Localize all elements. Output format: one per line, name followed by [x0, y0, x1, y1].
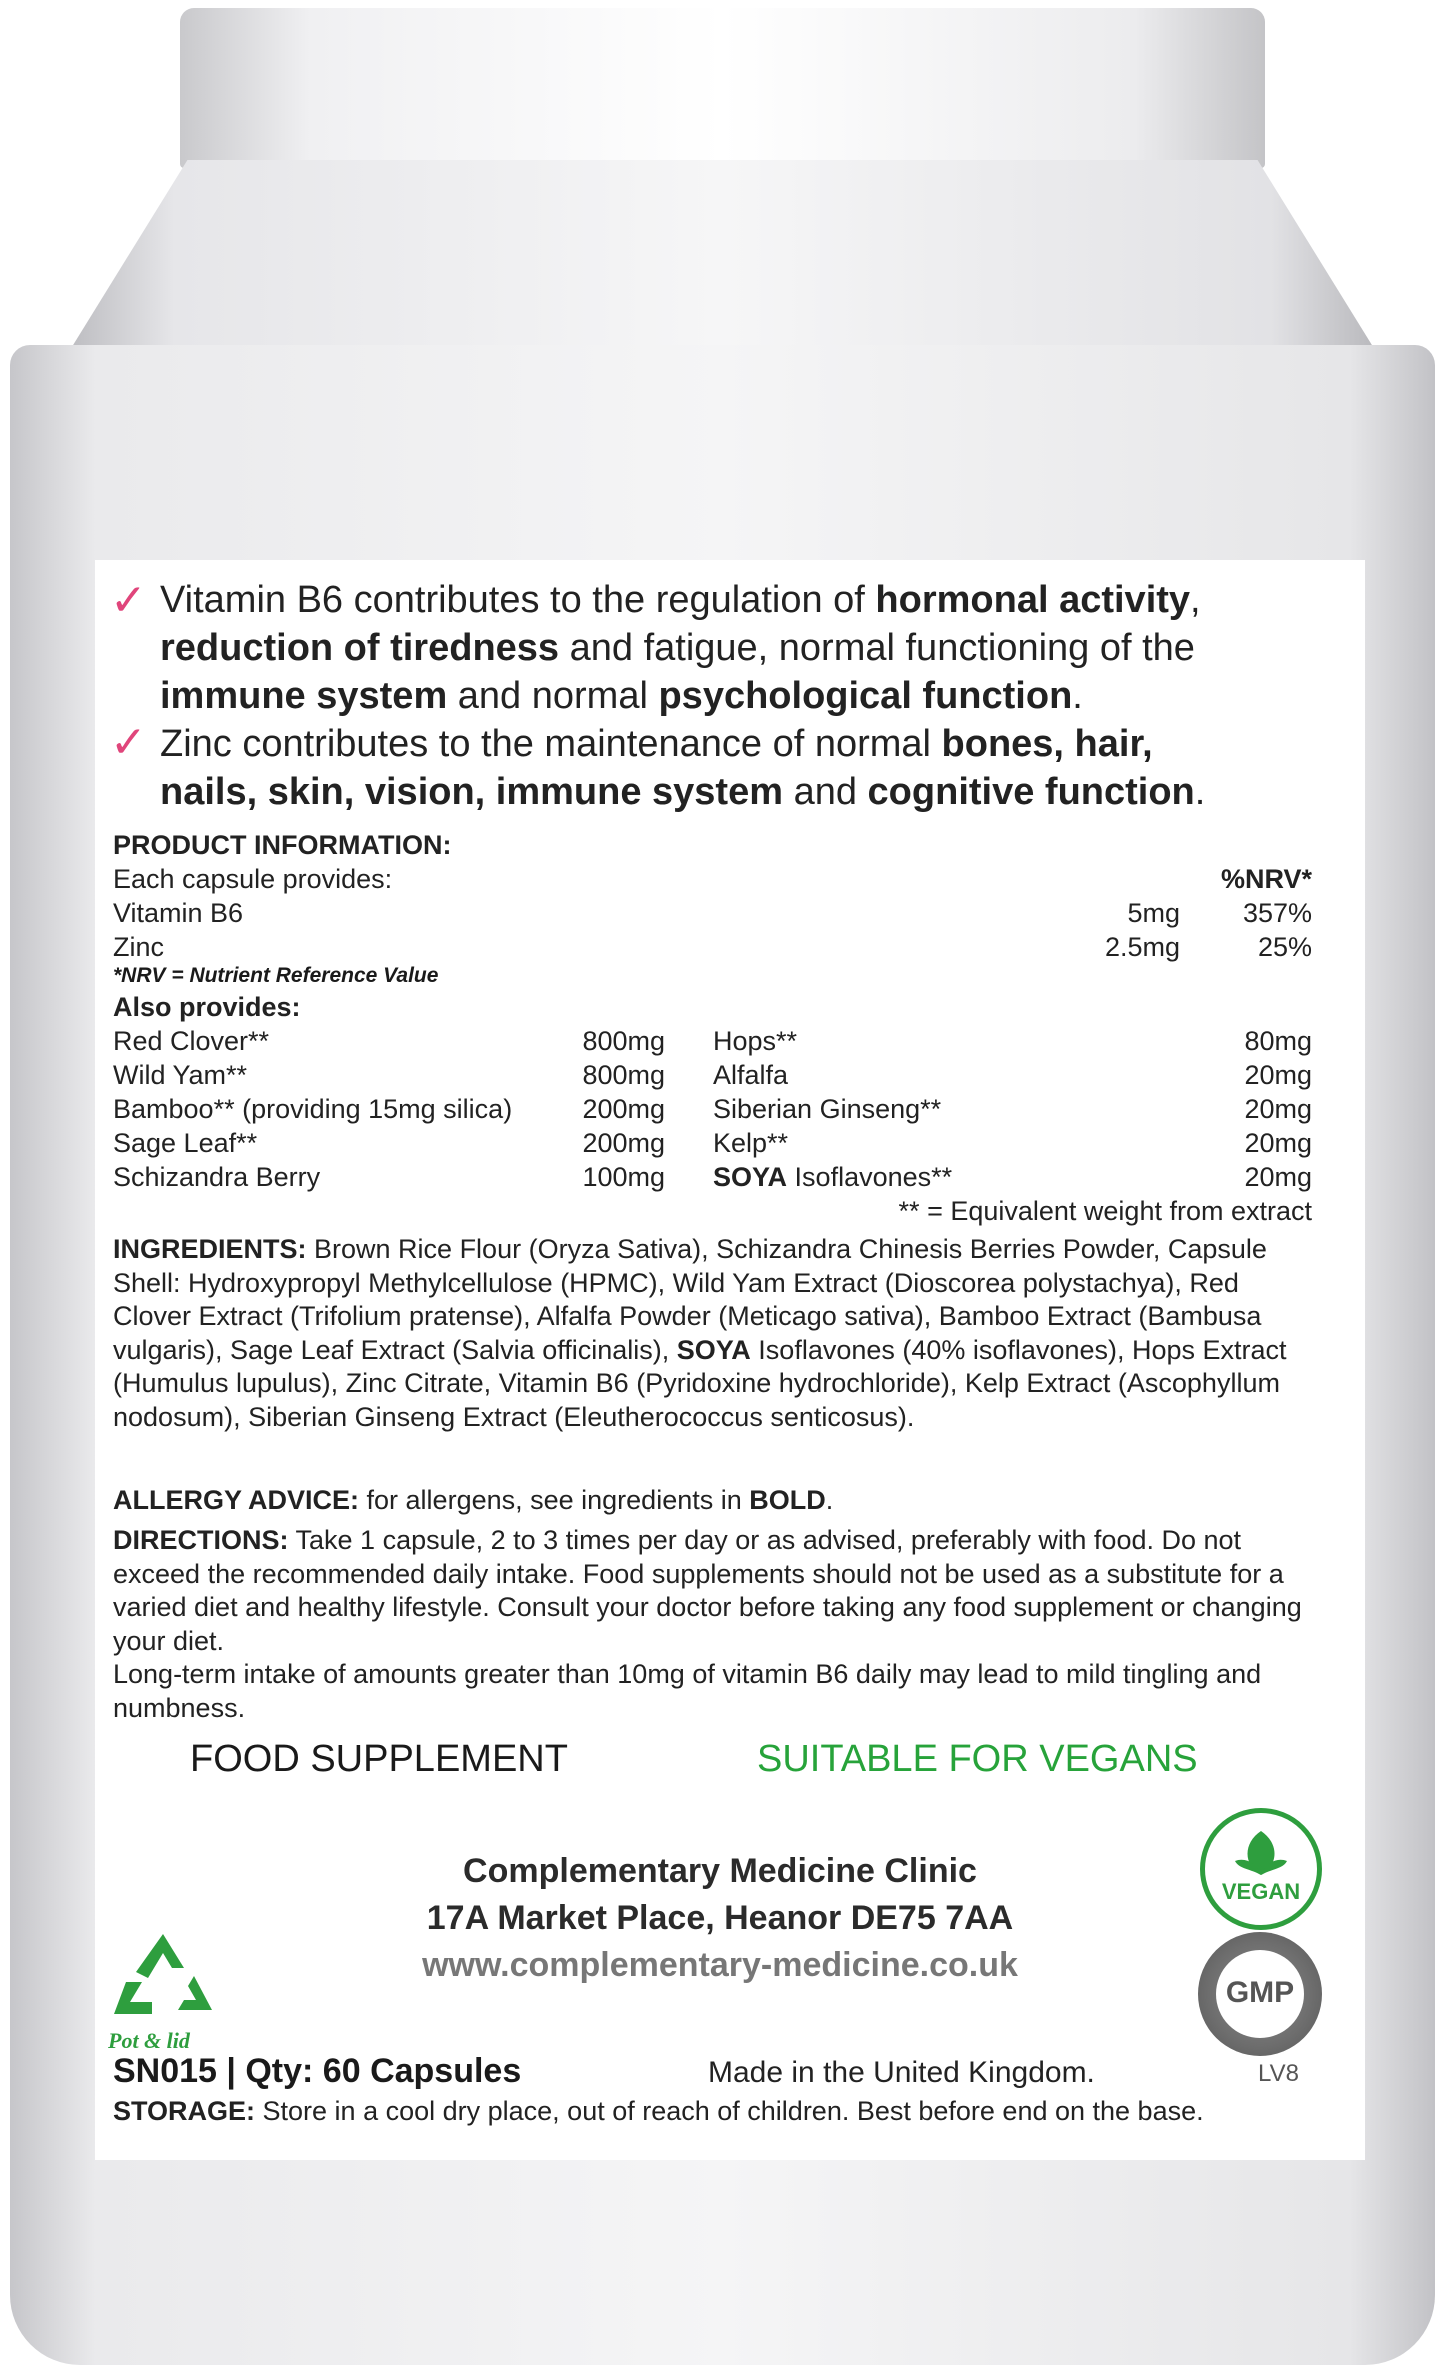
ingredient-amount: 20mg [1244, 1094, 1312, 1124]
ingredient-amount: 800mg [582, 1026, 665, 1056]
vegan-badge-text: VEGAN [1221, 1879, 1301, 1904]
ingredient-amount: 20mg [1244, 1162, 1312, 1192]
b6-warning: Long-term intake of amounts greater than 10mg of vitamin B6 daily may lead to mild tingling and numbness. [113, 1659, 1262, 1723]
directions-paragraph: DIRECTIONS: Take 1 capsule, 2 to 3 times per day or as advised, preferably with food. Do not exceed the recommended daily intake. Food supplements should not be used as a substitute for a varied diet and healthy lifestyle. Consult your doctor before taking any food supplement or changing your diet. [113, 1525, 1302, 1656]
food-supplement-label: FOOD SUPPLEMENT [190, 1738, 568, 1780]
ingredient-item: Wild Yam** [113, 1060, 248, 1090]
product-code-qty: SN015 | Qty: 60 Capsules [113, 2052, 522, 2090]
nutrient-name: Zinc [113, 932, 165, 962]
claim-b6-line2: reduction of tiredness and fatigue, normal functioning of the [160, 627, 1195, 669]
ingredient-amount: 200mg [582, 1094, 665, 1124]
storage-instructions: STORAGE: Store in a cool dry place, out of reach of children. Best before end on the base. [113, 2096, 1204, 2126]
suitable-for-vegans-label: SUITABLE FOR VEGANS [757, 1738, 1198, 1780]
bottle-lid [180, 8, 1265, 168]
ingredient-amount: 20mg [1244, 1128, 1312, 1158]
claim-zinc-line2: nails, skin, vision, immune system and cognitive function. [160, 771, 1206, 813]
allergy-advice: ALLERGY ADVICE: for allergens, see ingredients in BOLD. [113, 1485, 834, 1515]
ingredient-item: Schizandra Berry [113, 1162, 321, 1192]
ingredient-amount: 80mg [1244, 1026, 1312, 1056]
ingredient-item: Red Clover** [113, 1026, 270, 1056]
label-version: LV8 [1258, 2060, 1299, 2087]
bottle-shoulder [70, 160, 1375, 350]
recycle-caption: Pot & lid [108, 2028, 190, 2053]
extract-note: ** = Equivalent weight from extract [898, 1196, 1312, 1226]
nutrient-amount: 5mg [1127, 898, 1180, 928]
checkmark-icon: ✓ [110, 576, 147, 625]
claim-b6-line1: Vitamin B6 contributes to the regulation of hormonal activity, [160, 579, 1201, 621]
nutrient-nrv: 357% [1242, 898, 1312, 928]
ingredient-item: Bamboo** (providing 15mg silica) [113, 1094, 513, 1124]
leaf-icon [1205, 1813, 1317, 1925]
recycle-icon [108, 1928, 218, 2028]
ingredient-amount: 100mg [582, 1162, 665, 1192]
nutrient-nrv: 25% [1257, 932, 1312, 962]
product-info-heading: PRODUCT INFORMATION: [113, 830, 452, 860]
gmp-badge-text: GMP [1225, 1976, 1295, 2009]
each-capsule-label: Each capsule provides: [113, 864, 393, 894]
nrv-note: *NRV = Nutrient Reference Value [113, 964, 439, 987]
ingredient-amount: 200mg [582, 1128, 665, 1158]
ingredient-item: Alfalfa [713, 1060, 789, 1090]
nrv-header: %NRV* [1220, 864, 1312, 894]
ingredient-amount: 20mg [1244, 1060, 1312, 1090]
made-in: Made in the United Kingdom. [708, 2056, 1095, 2089]
company-url[interactable]: www.complementary-medicine.co.uk [422, 1946, 1018, 1984]
ingredient-item: SOYA Isoflavones** [713, 1162, 953, 1192]
claim-zinc-line1: Zinc contributes to the maintenance of normal bones, hair, [160, 723, 1153, 765]
nutrient-amount: 2.5mg [1104, 932, 1180, 962]
claim-b6-line3: immune system and normal psychological function. [160, 675, 1083, 717]
company-address: 17A Market Place, Heanor DE75 7AA [426, 1899, 1014, 1937]
company-name: Complementary Medicine Clinic [463, 1852, 977, 1890]
ingredient-item: Kelp** [713, 1128, 789, 1158]
gmp-badge [1198, 1932, 1322, 2056]
also-provides-heading: Also provides: [113, 992, 301, 1022]
checkmark-icon: ✓ [110, 718, 147, 767]
ingredient-item: Siberian Ginseng** [713, 1094, 942, 1124]
vegan-badge [1200, 1808, 1322, 1930]
ingredient-amount: 800mg [582, 1060, 665, 1090]
ingredient-item: Hops** [713, 1026, 798, 1056]
ingredient-item: Sage Leaf** [113, 1128, 258, 1158]
nutrient-name: Vitamin B6 [113, 898, 244, 928]
ingredients-paragraph: INGREDIENTS: Brown Rice Flour (Oryza Sativa), Schizandra Chinesis Berries Powder, Capsule Shell: Hydroxypropyl Methylcellulose (HPMC), Wild Yam Extract (Dioscorea polystachya), Red Clover Extract (Trifolium pratense), Alfalfa Powder (Meticago sativa), Bamboo Extract (Bambusa vulgaris), Sage Leaf Extract (Salvia officinalis), SOYA Isoflavones (40% isoflavones), Hops Extract (Humulus lupulus), Zinc Citrate, Vitamin B6 (Pyridoxine hydrochloride), Kelp Extract (Ascophyllum nodosum), Siberian Ginseng Extract (Eleutherococcus senticosus). [113, 1234, 1287, 1432]
